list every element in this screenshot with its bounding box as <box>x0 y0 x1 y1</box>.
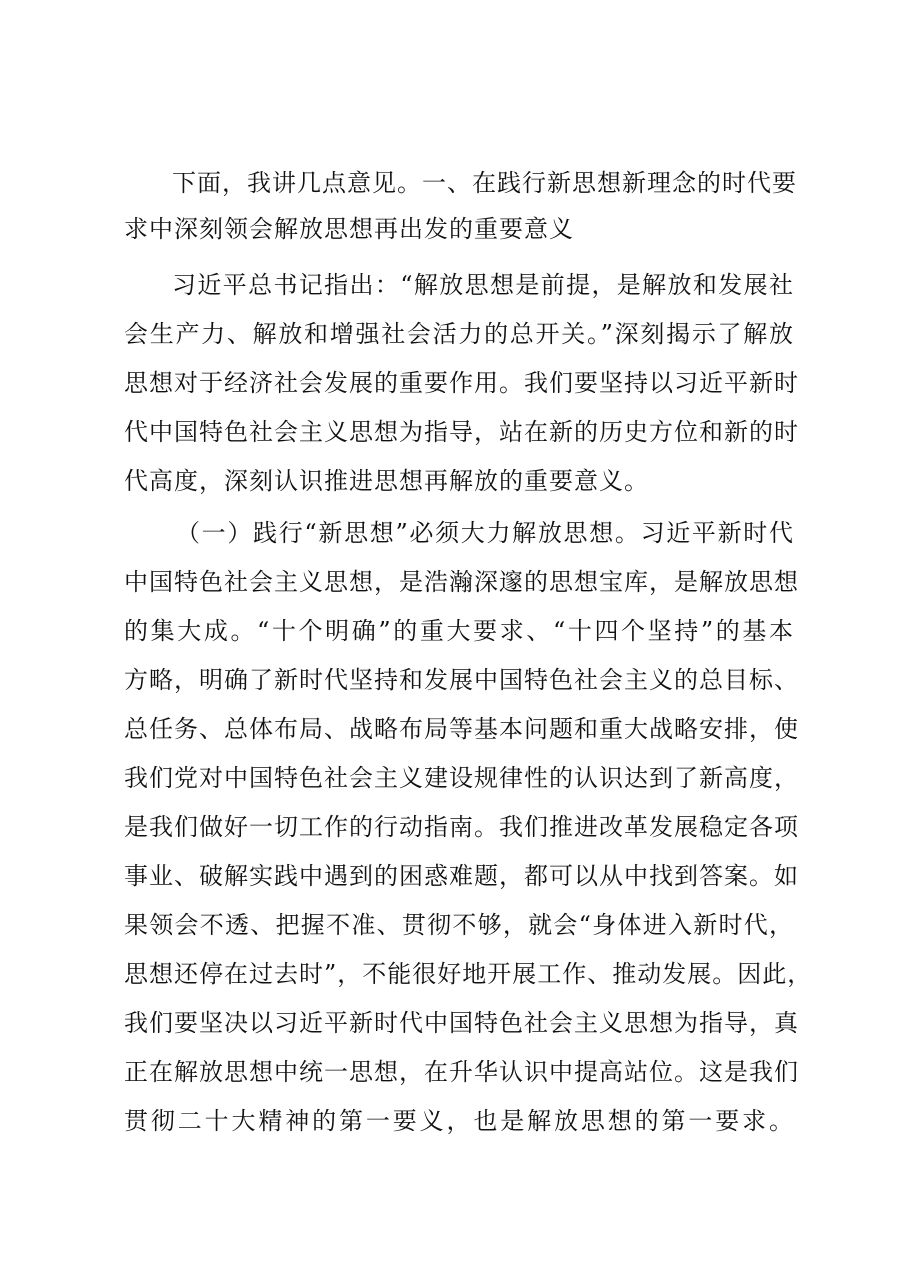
paragraph-3-line-8: 事业、破解实践中遇到的困惑难题，都可以从中找到答案。如 <box>124 862 799 890</box>
paragraph-3-line-2: 中国特色社会主义思想，是浩瀚深邃的思想宝库，是解放思想 <box>124 568 799 596</box>
paragraph-1-line-2: 求中深刻领会解放思想再出发的重要意义 <box>124 215 574 243</box>
paragraph-3-line-10: 思想还停在过去时”，不能很好地开展工作、推动发展。因此， <box>124 960 813 988</box>
paragraph-1-line-1: 下面，我讲几点意见。一、在践行新思想新理念的时代要 <box>172 169 797 197</box>
paragraph-2-line-2: 会生产力、解放和增强社会活力的总开关。”深刻揭示了解放 <box>124 320 794 348</box>
paragraph-3-line-4: 方略，明确了新时代坚持和发展中国特色社会主义的总目标、 <box>124 666 799 694</box>
paragraph-2-line-5: 代高度，深刻认识推进思想再解放的重要意义。 <box>124 467 649 495</box>
paragraph-2-line-3: 思想对于经济社会发展的重要作用。我们要坚持以习近平新时 <box>124 369 799 397</box>
paragraph-3-line-13: 贯彻二十大精神的第一要义，也是解放思想的第一要求。 <box>124 1107 794 1135</box>
paragraph-3-line-1: （一）践行“新思想”必须大力解放思想。习近平新时代 <box>176 519 794 547</box>
paragraph-2-line-1: 习近平总书记指出：“解放思想是前提，是解放和发展社 <box>172 271 794 299</box>
paragraph-3-line-6: 我们党对中国特色社会主义建设规律性的认识达到了新高度， <box>124 764 799 792</box>
paragraph-3-line-9: 果领会不透、把握不准、贯彻不够，就会“身体进入新时代， <box>124 911 794 939</box>
paragraph-3-line-7: 是我们做好一切工作的行动指南。我们推进改革发展稳定各项 <box>124 813 799 841</box>
paragraph-3-line-11: 我们要坚决以习近平新时代中国特色社会主义思想为指导，真 <box>124 1009 799 1037</box>
paragraph-3-line-12: 正在解放思想中统一思想，在升华认识中提高站位。这是我们 <box>124 1058 799 1086</box>
paragraph-2-line-4: 代中国特色社会主义思想为指导，站在新的历史方位和新的时 <box>124 418 799 446</box>
paragraph-3-line-3: 的集大成。“十个明确”的重大要求、“十四个坚持”的基本 <box>124 617 794 645</box>
paragraph-3-line-5: 总任务、总体布局、战略布局等基本问题和重大战略安排，使 <box>124 715 799 743</box>
